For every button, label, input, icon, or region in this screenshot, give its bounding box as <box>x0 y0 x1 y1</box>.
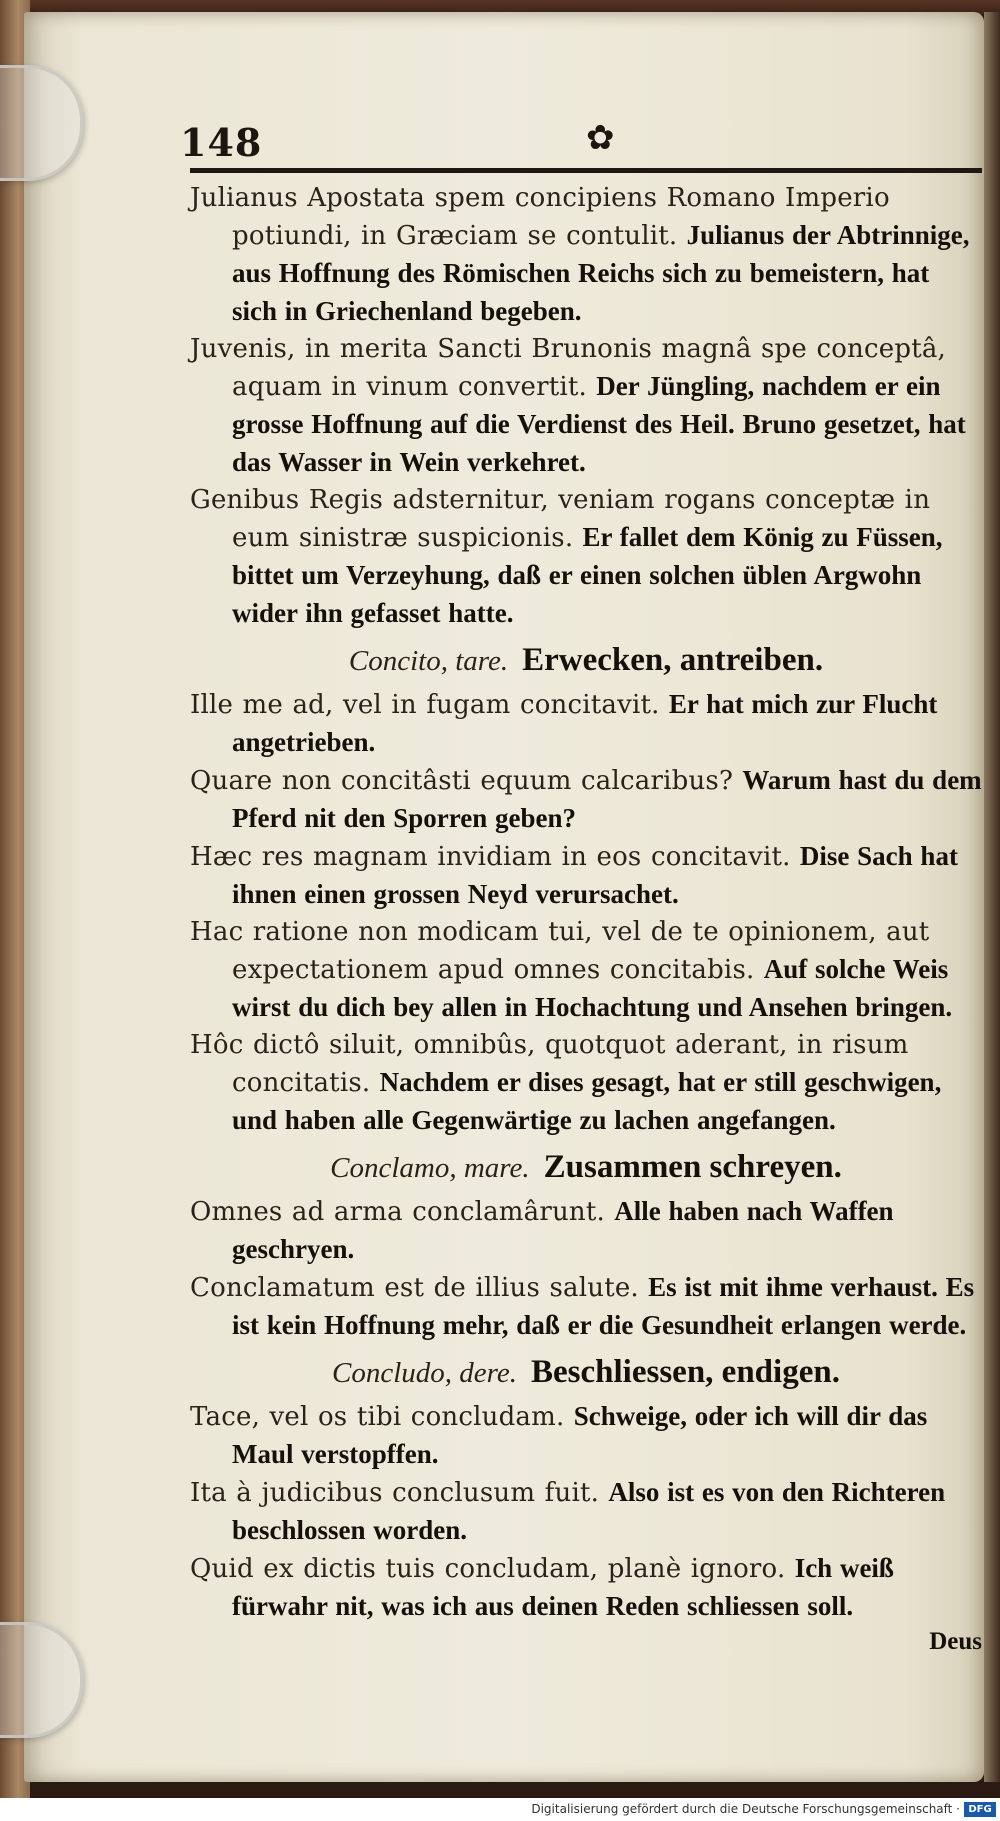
german-translation: Der Jüngling, nachdem er ein grosse Hoffnung auf die Verdienst des Heil. Bruno gesetzet, hat das Wasser in Wein verkehret. <box>232 371 966 477</box>
phrase-entry <box>190 838 982 914</box>
header-rule <box>190 168 982 173</box>
german-translation: Er fallet dem König zu Füssen, bittet um Verzeyhung, daß er einen solchen üblen Argwohn wider ihn gefasset hatte. <box>232 522 943 628</box>
german-translation: Julianus der Abtrinnige, aus Hoffnung des Römischen Reichs sich zu bemeistern, hat sich in Griechenland begeben. <box>232 220 970 326</box>
german-translation: Also ist es von den Richteren beschlossen worden. <box>232 1477 946 1545</box>
german-translation: Warum hast du dem Pferd nit den Sporren geben? <box>232 765 982 833</box>
page-number: 148 <box>180 120 263 165</box>
lemma-latin: Conclamo, mare. <box>330 1152 530 1184</box>
german-translation: Nachdem er dises gesagt, hat er still geschwigen, und haben alle Gegenwärtige zu lachen angefangen. <box>232 1067 942 1135</box>
phrase-entry <box>190 180 982 331</box>
phrase-entry <box>190 1027 982 1140</box>
latin-phrase: Juvenis, in merita Sancti Brunonis magnâ spe conceptâ, aquam in vinum convertit. <box>190 334 947 402</box>
phrase-entry <box>190 331 982 482</box>
digitization-credit: Digitalisierung gefördert durch die Deutsche Forschungsgemeinschaft · <box>531 1802 960 1816</box>
phrase-entry <box>190 762 982 838</box>
lemma-german: Erwecken, antreiben. <box>522 642 824 678</box>
latin-phrase: Genibus Regis adsternitur, veniam rogans conceptæ in eum sinistræ suspicionis. <box>190 485 931 553</box>
header-ornament-icon: ✿ <box>586 118 615 158</box>
phrase-entry <box>190 1193 982 1269</box>
latin-phrase: Ille me ad, vel in fugam concitavit. <box>190 690 660 720</box>
lemma-heading <box>190 1144 982 1191</box>
german-translation: Auf solche Weis wirst du dich bey allen in Hochachtung und Ansehen bringen. <box>232 954 953 1022</box>
lemma-heading <box>190 637 982 684</box>
page-edge <box>984 12 1000 1782</box>
latin-phrase: Julianus Apostata spem concipiens Romano Imperio potiundi, in Græciam se contulit. <box>190 183 890 251</box>
phrase-entry <box>190 914 982 1027</box>
phrase-entry <box>190 1550 982 1626</box>
lemma-heading <box>190 1349 982 1396</box>
lemma-latin: Concito, tare. <box>348 645 509 677</box>
dictionary-text <box>190 180 982 1656</box>
catchword: Deus <box>929 1628 982 1655</box>
latin-phrase: Ita à judicibus conclusum fuit. <box>190 1478 600 1508</box>
phrase-entry <box>190 482 982 633</box>
latin-phrase: Omnes ad arma conclamârunt. <box>190 1197 605 1227</box>
lemma-latin: Concludo, dere. <box>332 1357 518 1389</box>
latin-phrase: Quare non concitâsti equum calcaribus? <box>190 766 734 796</box>
phrase-entry <box>190 686 982 762</box>
latin-phrase: Tace, vel os tibi concludam. <box>190 1402 565 1432</box>
latin-phrase: Hac ratione non modicam tui, vel de te opinionem, aut expectationem apud omnes concitabis. <box>190 917 930 985</box>
lemma-german: Beschliessen, endigen. <box>531 1354 840 1390</box>
german-translation: Ich weiß fürwahr nit, was ich aus deinen Reden schliessen soll. <box>232 1553 894 1621</box>
latin-phrase: Quid ex dictis tuis concludam, planè ignoro. <box>190 1554 786 1584</box>
german-translation: Dise Sach hat ihnen einen grossen Neyd verursachet. <box>232 841 958 909</box>
german-translation: Er hat mich zur Flucht angetrieben. <box>232 689 938 757</box>
latin-phrase: Hæc res magnam invidiam in eos concitavit. <box>190 842 791 872</box>
lemma-german: Zusammen schreyen. <box>543 1149 842 1185</box>
phrase-entry <box>190 1398 982 1474</box>
dfg-logo: DFG <box>964 1802 996 1817</box>
latin-phrase: Conclamatum est de illius salute. <box>190 1273 639 1303</box>
phrase-entry <box>190 1474 982 1550</box>
phrase-entry <box>190 1269 982 1345</box>
latin-phrase: Hôc dictô siluit, omnibûs, quotquot aderant, in risum concitatis. <box>190 1030 909 1098</box>
german-translation: Schweige, oder ich will dir das Maul verstopffen. <box>232 1401 928 1469</box>
german-translation: Es ist mit ihme verhaust. Es ist kein Hoffnung mehr, daß er die Gesundheit erlangen werde. <box>232 1272 975 1340</box>
german-translation: Alle haben nach Waffen geschryen. <box>232 1196 894 1264</box>
